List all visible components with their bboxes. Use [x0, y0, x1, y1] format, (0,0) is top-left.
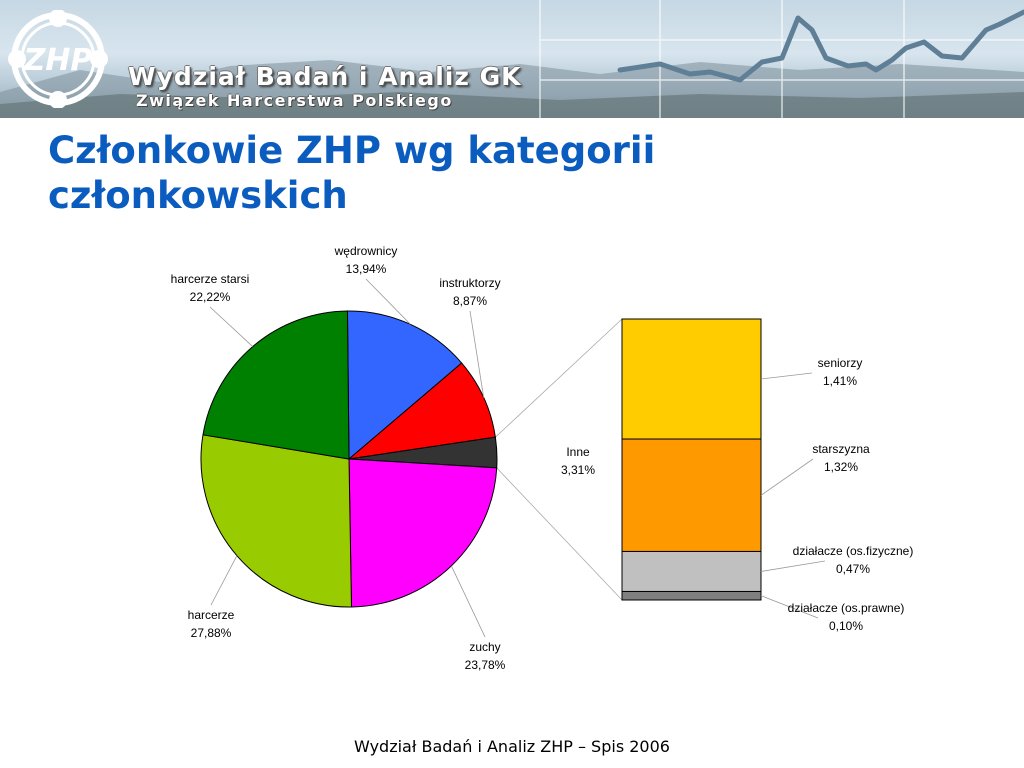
- stacked-bar-chart: [622, 319, 761, 600]
- bar-segment-dzia-acze-os-fizyczne: [622, 551, 761, 591]
- bar-leader-starszyzna: [761, 459, 813, 495]
- bar-value-starszyzna: 1,32%: [823, 460, 859, 474]
- pie-slice-harcerze-starsi: [203, 311, 349, 459]
- leader-line-harcerze-starsi: [210, 307, 253, 347]
- bar-label-seniorzy: seniorzy: [817, 356, 863, 370]
- bar-segment-dzia-acze-os-prawne: [622, 591, 761, 600]
- bar-value-seniorzy: 1,41%: [822, 374, 858, 388]
- bar-leader-dzia-acze-os-fizyczne: [761, 561, 825, 572]
- pie-value-w-drownicy: 13,94%: [345, 262, 387, 276]
- leader-line-harcerze: [211, 556, 237, 605]
- pie-value-zuchy: 23,78%: [464, 658, 506, 672]
- pie-value-inne: 3,31%: [560, 463, 596, 477]
- pie-label-instruktorzy: instruktorzy: [439, 276, 501, 290]
- pie-label-inne: Inne: [566, 445, 590, 459]
- connector-line-top: [495, 319, 622, 437]
- pie-label-zuchy: zuchy: [469, 640, 501, 654]
- bar-leader-seniorzy: [761, 373, 812, 379]
- banner-title: Wydział Badań i Analiz GK: [128, 62, 522, 91]
- footer-text: Wydział Badań i Analiz ZHP – Spis 2006: [354, 737, 670, 756]
- bar-value-dzia-acze-os-prawne: 0,10%: [828, 619, 864, 633]
- bar-label-dzia-acze-os-prawne: działacze (os.prawne): [787, 601, 905, 615]
- pie-label-harcerze-starsi: harcerze starsi: [170, 272, 250, 286]
- bar-segment-seniorzy: [622, 319, 761, 439]
- pie-label-w-drownicy: wędrownicy: [334, 244, 398, 258]
- leader-line-zuchy: [451, 566, 485, 637]
- connector-line-bottom: [497, 468, 622, 600]
- pie-slice-zuchy: [349, 459, 497, 607]
- pie-value-instruktorzy: 8,87%: [452, 294, 488, 308]
- pie-label-harcerze: harcerze: [187, 608, 235, 622]
- bar-value-dzia-acze-os-fizyczne: 0,47%: [835, 562, 871, 576]
- bar-label-starszyzna: starszyzna: [812, 442, 870, 456]
- bar-label-dzia-acze-os-fizyczne: działacze (os.fizyczne): [792, 544, 914, 558]
- banner-subtitle: Związek Harcerstwa Polskiego: [136, 91, 453, 110]
- pie-value-harcerze: 27,88%: [190, 626, 232, 640]
- bar-segment-starszyzna: [622, 439, 761, 551]
- pie-chart: [201, 311, 497, 607]
- bar-labels: [761, 356, 913, 633]
- connector-lines: [495, 319, 622, 600]
- page-title: Członkowie ZHP wg kategorii członkowskich: [48, 129, 656, 217]
- pie-value-harcerze-starsi: 22,22%: [189, 290, 231, 304]
- logo-text: ZHP: [23, 43, 93, 78]
